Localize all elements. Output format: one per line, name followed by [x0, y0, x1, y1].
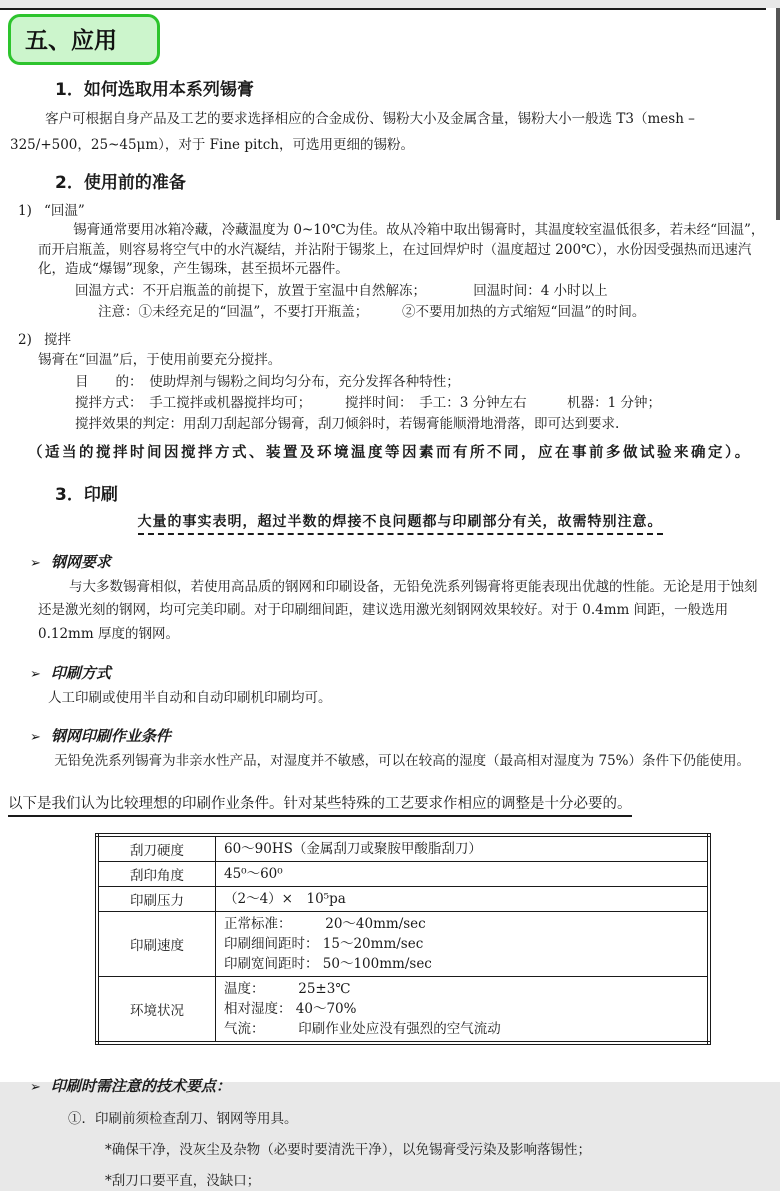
sub-printing-technical-points-title: 印刷时需注意的技术要点：	[50, 1076, 231, 1095]
row-label: 刮刀硬度	[97, 835, 216, 862]
item-2-stirring	[18, 328, 780, 348]
table-row	[97, 835, 709, 862]
technical-point-1-note: *确保干净，没灰尘及杂物（必要时要清洗干净），以免锡膏受污染及影响落锡性；	[105, 1141, 591, 1158]
row-value-line: 印刷细间距时： 15～20mm/sec	[224, 935, 424, 952]
row-label: 刮印角度	[97, 861, 216, 886]
document-page	[0, 8, 780, 1189]
row-value-line: 相对湿度： 40～70%	[224, 1000, 357, 1017]
table-row	[97, 976, 709, 1043]
sub-printing-method	[30, 662, 780, 683]
row-value	[216, 861, 710, 886]
printing-method-body: 人工印刷或使用半自动和自动印刷机印刷均可。	[48, 690, 332, 706]
printing-notice-wrap	[60, 511, 740, 535]
section-1-heading: 1．如何选取用本系列锡膏	[55, 80, 254, 100]
sub-printing-conditions-title: 钢网印刷作业条件	[50, 727, 171, 745]
printing-notice: 大量的事实表明，超过半数的焊接不良问题都与印刷部分有关，故需特别注意。	[138, 511, 663, 535]
section-2-heading: 2．使用前的准备	[55, 173, 186, 193]
row-value-line: 气流： 印刷作业处应没有强烈的空气流动	[224, 1020, 501, 1037]
stirring-purpose-line: 目 的： 使助焊剂与锡粉之间均匀分布，充分发挥各种特性；	[75, 373, 460, 390]
top-rule	[0, 8, 766, 10]
sub-stencil-requirements	[30, 551, 780, 572]
stencil-requirements-body: 与大多数锡膏相似，若使用高品质的钢网和印刷设备，无铅免洗系列锡膏将更能表现出优越的性能。无论是用于蚀刻还是激光刻的钢网，均可完美印刷。对于印刷细间距，建议选用激光刻钢网效果较好。对于 0.4mm 间距，一般选用 0.12mm 厚度的钢网。	[38, 578, 758, 642]
printing-conditions-body: 无铅免洗系列锡膏为非亲水性产品，对湿度并不敏感，可以在较高的湿度（最高相对湿度为 75%）条件下仍能使用。	[54, 753, 750, 769]
sub-stencil-requirements-title: 钢网要求	[50, 552, 111, 571]
reheat-method-line: 回温方式：不开启瓶盖的前提下，放置于室温中自然解冻； 回温时间：4 小时以上	[75, 282, 608, 299]
technical-point-2-note: *刮刀口要平直，没缺口；	[105, 1172, 261, 1189]
row-value	[216, 976, 710, 1043]
row-value-line: 45⁰～60⁰	[224, 865, 283, 882]
table-row	[97, 911, 709, 976]
row-value-line: 温度： 25±3℃	[224, 980, 351, 997]
row-value-line: 印刷宽间距时： 50～100mm/sec	[224, 955, 432, 972]
section-1-body: 客户可根据自身产品及工艺的要求选择相应的合金成份、锡粉大小及金属含量，锡粉大小一般选 T3（mesh –325/+500，25~45μm），对于 Fine pitch，可选用更细的锡粉。	[10, 111, 695, 153]
row-value-line: 正常标准： 20～40mm/sec	[224, 915, 426, 932]
item-1-number: 1)	[18, 203, 32, 219]
scan-edge-artifact	[776, 8, 780, 220]
row-label: 环境状况	[97, 976, 216, 1043]
stirring-method-line: 搅拌方式： 手工搅拌或机器搅拌均可； 搅拌时间： 手工：3 分钟左右 机器：1 分钟；	[75, 394, 662, 411]
item-1-body: 锡膏通常要用冰箱冷藏，冷藏温度为 0~10℃为佳。故从冷箱中取出锡膏时，其温度较室温低很多，若未经“回温”，而开启瓶盖，则容易将空气中的水汽凝结，并沾附于锡浆上，在过回焊炉时（温度超过 200℃），水份因受强热而迅速汽化，造成“爆锡”现象，产生锡珠，甚至损坏元器件。	[38, 222, 765, 277]
row-value	[216, 835, 710, 862]
reheat-note-line: 注意：①未经充足的“回温”，不要打开瓶盖； ②不要用加热的方式缩短“回温”的时间。	[98, 303, 646, 320]
row-label: 印刷速度	[97, 911, 216, 976]
row-value-line: 60～90HS（金属刮刀或聚胺甲酸脂刮刀）	[224, 840, 482, 857]
chapter-title: 五、应用	[25, 28, 117, 54]
table-intro-wrap	[8, 792, 780, 817]
sub-printing-method-title: 印刷方式	[50, 664, 111, 682]
chapter-title-box	[8, 14, 160, 65]
stirring-bold-note: （适当的搅拌时间因搅拌方式、装置及环境温度等因素而有所不同，应在事前多做试验来确定）。	[28, 444, 752, 461]
row-label: 印刷压力	[97, 886, 216, 911]
item-1-title: “回温”	[44, 203, 85, 219]
arrow-bullet-icon: ➢	[30, 555, 41, 571]
printing-conditions-table	[95, 833, 711, 1045]
arrow-bullet-icon: ➢	[30, 667, 41, 682]
row-value-line: （2～4）× 10⁵pa	[224, 890, 346, 907]
row-value	[216, 911, 710, 976]
table-intro: 以下是我们认为比较理想的印刷作业条件。针对某些特殊的工艺要求作相应的调整是十分必要的。	[8, 792, 632, 817]
technical-point-1: ①．印刷前须检查刮刀、钢网等用具。	[68, 1110, 298, 1127]
item-2-number: 2)	[18, 331, 32, 348]
arrow-bullet-icon: ➢	[30, 1079, 41, 1095]
sub-printing-technical-points	[30, 1075, 780, 1096]
stirring-intro: 锡膏在“回温”后，于使用前要充分搅拌。	[38, 351, 282, 368]
section-3-heading: 3．印刷	[55, 484, 118, 505]
stirring-judge-line: 搅拌效果的判定：用刮刀刮起部分锡膏，刮刀倾斜时，若锡膏能顺滑地滑落，即可达到要求.	[75, 415, 620, 432]
table-row	[97, 886, 709, 911]
sub-printing-conditions	[30, 725, 780, 746]
item-2-title: 搅拌	[44, 331, 71, 348]
item-1-reheat	[18, 199, 780, 219]
table-row	[97, 861, 709, 886]
arrow-bullet-icon: ➢	[30, 730, 41, 745]
row-value	[216, 886, 710, 911]
